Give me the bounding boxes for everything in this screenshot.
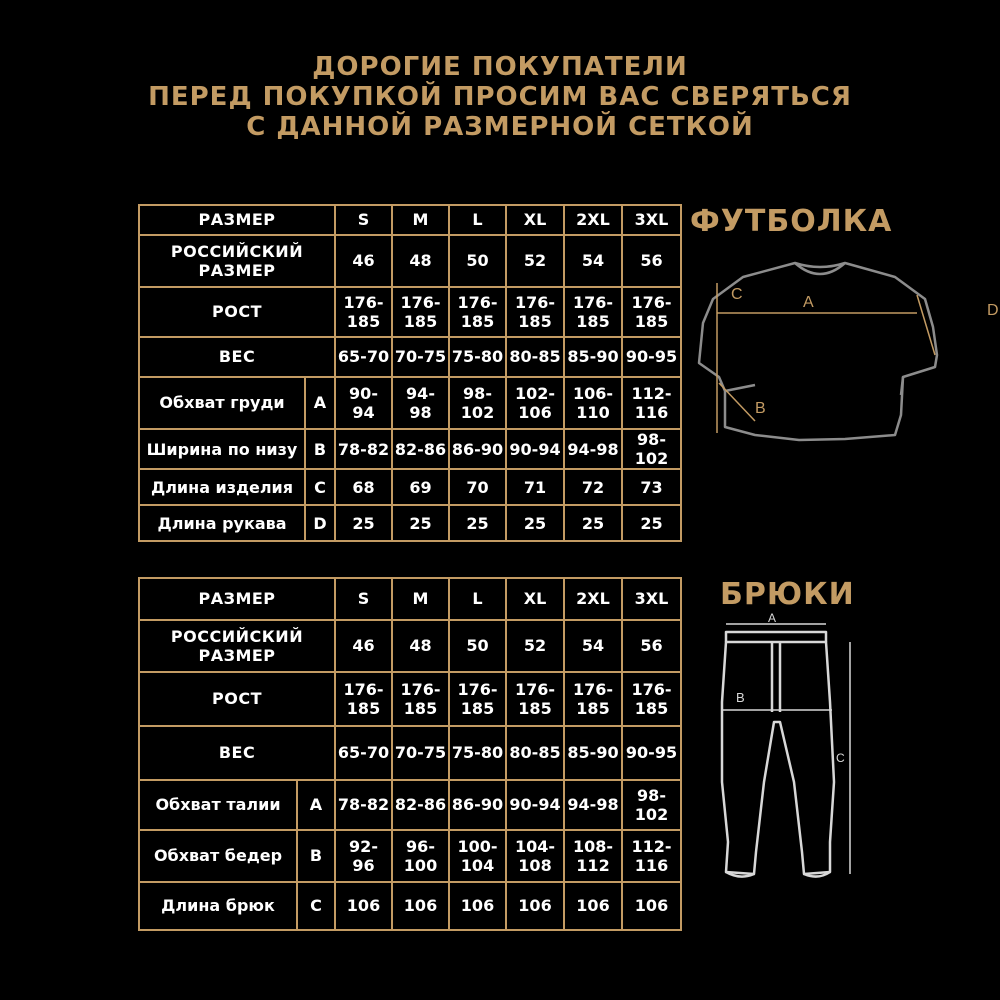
measure-cell: 92- 96 (335, 830, 392, 882)
height-cell: 176- 185 (506, 672, 564, 726)
ru-cell: 46 (335, 235, 392, 287)
size-cell: M (392, 578, 449, 620)
measure-cell: 73 (622, 469, 681, 505)
ru-cell: 54 (564, 235, 622, 287)
measure-cell: 82-86 (392, 780, 449, 830)
measure-cell: 112- 116 (622, 377, 681, 429)
ru-cell: 56 (622, 235, 681, 287)
measure-cell: 106 (449, 882, 506, 930)
measure-cell: 25 (622, 505, 681, 541)
height-cell: 176- 185 (564, 287, 622, 337)
measure-letter: A (305, 377, 335, 429)
size-cell: XL (506, 205, 564, 235)
weight-cell: 85-90 (564, 726, 622, 780)
pants-height-row (139, 672, 681, 726)
weight-cell: 80-85 (506, 337, 564, 377)
header-line-1: ДОРОГИЕ ПОКУПАТЕЛИ (312, 52, 688, 82)
height-cell: 176- 185 (622, 672, 681, 726)
height-cell: 176- 185 (622, 287, 681, 337)
pants-diagram (712, 612, 862, 897)
measure-cell: 78-82 (335, 780, 392, 830)
ru-cell: 50 (449, 620, 506, 672)
height-label: РОСТ (139, 672, 335, 726)
ru-cell: 52 (506, 235, 564, 287)
weight-cell: 75-80 (449, 726, 506, 780)
measure-cell: 106 (622, 882, 681, 930)
measure-cell: 94-98 (564, 429, 622, 469)
measure-label: Обхват груди (139, 377, 305, 429)
pants-weight-row (139, 726, 681, 780)
pants-waist-row (139, 780, 681, 830)
size-cell: 3XL (622, 205, 681, 235)
measure-letter: C (305, 469, 335, 505)
weight-cell: 75-80 (449, 337, 506, 377)
ru-label-line-2: РАЗМЕР (198, 646, 276, 665)
tshirt-diagram (695, 255, 1000, 450)
size-cell: L (449, 578, 506, 620)
measure-cell: 90-94 (506, 429, 564, 469)
weight-cell: 65-70 (335, 726, 392, 780)
diagram-letter-b: B (736, 690, 745, 705)
header-line-2: ПЕРЕД ПОКУПКОЙ ПРОСИМ ВАС СВЕРЯТЬСЯ (148, 82, 852, 112)
diagram-letter-c: C (836, 751, 845, 765)
measure-letter: A (297, 780, 335, 830)
diagram-letter-c: C (731, 286, 743, 303)
pants-size-table (138, 577, 682, 931)
measure-cell: 98- 102 (449, 377, 506, 429)
height-cell: 176- 185 (335, 672, 392, 726)
measure-cell: 70 (449, 469, 506, 505)
weight-label: ВЕС (139, 337, 335, 377)
tshirt-sleeve-row (139, 505, 681, 541)
tshirt-weight-row (139, 337, 681, 377)
measure-cell: 25 (506, 505, 564, 541)
ru-label-line-2: РАЗМЕР (198, 261, 276, 280)
measure-letter: B (305, 429, 335, 469)
diagram-letter-a: A (768, 612, 777, 625)
measure-cell: 104- 108 (506, 830, 564, 882)
ru-label-line-1: РОССИЙСКИЙ (170, 626, 304, 646)
measure-cell: 86-90 (449, 780, 506, 830)
measure-cell: 25 (449, 505, 506, 541)
measure-cell: 90-94 (506, 780, 564, 830)
tshirt-title: ФУТБОЛКА (690, 204, 893, 239)
height-label: РОСТ (139, 287, 335, 337)
measure-cell: 69 (392, 469, 449, 505)
tshirt-hem-row (139, 429, 681, 469)
measure-label: Обхват бедер (139, 830, 297, 882)
measure-cell: 25 (564, 505, 622, 541)
measure-label: Длина рукава (139, 505, 305, 541)
measure-cell: 98-102 (622, 780, 681, 830)
size-cell: S (335, 205, 392, 235)
weight-cell: 65-70 (335, 337, 392, 377)
diagram-letter-b: B (755, 400, 766, 417)
measure-cell: 96- 100 (392, 830, 449, 882)
ru-cell: 48 (392, 235, 449, 287)
ru-cell: 52 (506, 620, 564, 672)
pants-title: БРЮКИ (720, 577, 855, 612)
measure-cell: 90- 94 (335, 377, 392, 429)
height-cell: 176- 185 (392, 672, 449, 726)
measure-cell: 106 (335, 882, 392, 930)
weight-cell: 85-90 (564, 337, 622, 377)
pants-length-row (139, 882, 681, 930)
ru-cell: 48 (392, 620, 449, 672)
weight-cell: 70-75 (392, 726, 449, 780)
ru-size-label (139, 235, 335, 287)
measure-cell: 25 (335, 505, 392, 541)
weight-cell: 70-75 (392, 337, 449, 377)
measure-cell: 72 (564, 469, 622, 505)
weight-label: ВЕС (139, 726, 335, 780)
measure-letter: B (297, 830, 335, 882)
measure-cell: 112- 116 (622, 830, 681, 882)
measure-cell: 68 (335, 469, 392, 505)
ru-cell: 54 (564, 620, 622, 672)
measure-label: Ширина по низу (139, 429, 305, 469)
measure-letter: D (305, 505, 335, 541)
tshirt-size-table (138, 204, 682, 542)
measure-label: Обхват талии (139, 780, 297, 830)
measure-cell: 106 (564, 882, 622, 930)
size-cell: L (449, 205, 506, 235)
size-cell: 2XL (564, 205, 622, 235)
measure-cell: 78-82 (335, 429, 392, 469)
diagram-letter-d: D (987, 302, 999, 319)
measure-cell: 86-90 (449, 429, 506, 469)
height-cell: 176- 185 (506, 287, 564, 337)
measure-cell: 82-86 (392, 429, 449, 469)
ru-size-label (139, 620, 335, 672)
size-cell: M (392, 205, 449, 235)
measure-cell: 102- 106 (506, 377, 564, 429)
measure-letter: C (297, 882, 335, 930)
size-label: РАЗМЕР (139, 578, 335, 620)
tshirt-size-row (139, 205, 681, 235)
weight-cell: 90-95 (622, 726, 681, 780)
measure-label: Длина брюк (139, 882, 297, 930)
size-cell: 3XL (622, 578, 681, 620)
pants-outline (722, 642, 834, 874)
weight-cell: 90-95 (622, 337, 681, 377)
weight-cell: 80-85 (506, 726, 564, 780)
height-cell: 176- 185 (449, 672, 506, 726)
size-cell: S (335, 578, 392, 620)
size-cell: XL (506, 578, 564, 620)
tshirt-chest-row (139, 377, 681, 429)
size-label: РАЗМЕР (139, 205, 335, 235)
tshirt-length-row (139, 469, 681, 505)
measure-cell: 25 (392, 505, 449, 541)
measure-cell: 108- 112 (564, 830, 622, 882)
pants-ru-row (139, 620, 681, 672)
measure-cell: 106- 110 (564, 377, 622, 429)
measure-cell: 100- 104 (449, 830, 506, 882)
measure-cell: 94-98 (564, 780, 622, 830)
size-cell: 2XL (564, 578, 622, 620)
measure-label: Длина изделия (139, 469, 305, 505)
height-cell: 176- 185 (449, 287, 506, 337)
header-line-3: С ДАННОЙ РАЗМЕРНОЙ СЕТКОЙ (246, 112, 754, 142)
measure-cell: 94- 98 (392, 377, 449, 429)
measure-cell: 106 (506, 882, 564, 930)
pants-size-row (139, 578, 681, 620)
tshirt-ru-row (139, 235, 681, 287)
measure-cell: 106 (392, 882, 449, 930)
ru-label-line-1: РОССИЙСКИЙ (170, 241, 304, 261)
measure-cell: 98-102 (622, 429, 681, 469)
height-cell: 176- 185 (335, 287, 392, 337)
ru-cell: 56 (622, 620, 681, 672)
height-cell: 176- 185 (392, 287, 449, 337)
ru-cell: 46 (335, 620, 392, 672)
height-cell: 176- 185 (564, 672, 622, 726)
tshirt-height-row (139, 287, 681, 337)
pants-hips-row (139, 830, 681, 882)
measure-cell: 71 (506, 469, 564, 505)
ru-cell: 50 (449, 235, 506, 287)
diagram-letter-a: A (803, 294, 814, 311)
